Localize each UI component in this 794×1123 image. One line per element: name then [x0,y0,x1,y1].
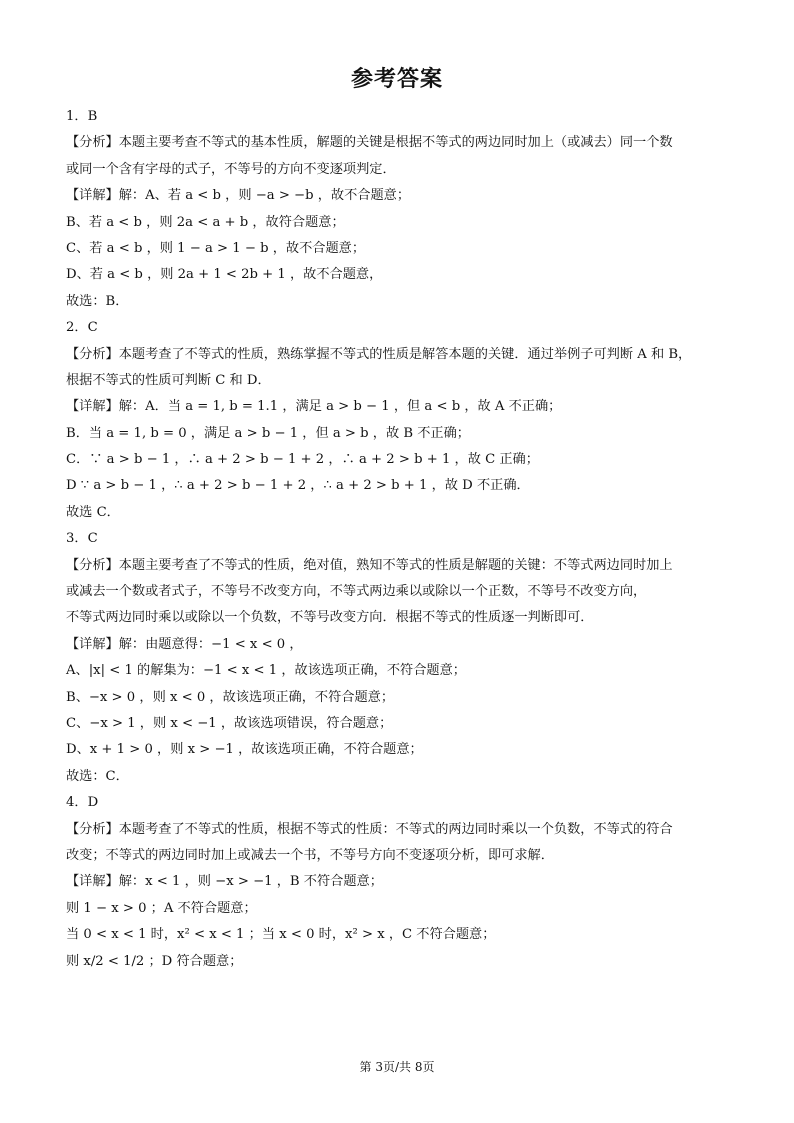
text-line: 【分析】本题主要考查不等式的基本性质，解题的关键是根据不等式的两边同时加上（或减去）同一个数 [66,135,673,151]
text-line: 【分析】本题考查了不等式的性质，根据不等式的性质：不等式的两边同时乘以一个负数，不等式的符合 [66,821,673,837]
text-line: 或减去一个数或者式子，不等号不改变方向，不等式两边乘以或除以一个正数，不等号不改变方向， [66,584,647,600]
text-line: 4．D [66,795,99,811]
text-line: 不等式两边同时乘以或除以一个负数，不等号改变方向．根据不等式的性质逐一判断即可． [66,610,594,626]
text-line: 【详解】解：由题意得：−1 < x < 0 ， [66,636,303,652]
text-line: 【详解】解：A、若 a < b ，则 −a > −b ，故不合题意； [66,188,411,204]
text-line: 故选：C． [66,768,129,784]
text-line: C．∵ a > b − 1 ，∴ a + 2 > b − 1 + 2 ，∴ a + 2 > b + 1 ，故 C 正确； [66,452,539,468]
text-line: B、−x > 0 ，则 x < 0 ，故该选项正确，不符合题意； [66,689,395,705]
text-line: 2．C [66,320,98,336]
text-line: 则 1 − x > 0 ；A 不符合题意； [66,900,257,916]
text-line: 当 0 < x < 1 时，x² < x < 1 ；当 x < 0 时，x² > x ，C 不符合题意； [66,927,496,943]
text-line: 改变；不等式的两边同时加上或减去一个书，不等号方向不变逐项分析，即可求解． [66,847,554,863]
text-line: B、若 a < b ，则 2a < a + b ，故符合题意； [66,214,345,230]
text-line: 故选 C． [66,504,120,520]
text-line: 【详解】解：x < 1 ，则 −x > −1 ，B 不符合题意； [66,874,383,890]
text-line: 根据不等式的性质可判断 C 和 D． [66,372,271,388]
text-line: 【详解】解：A．当 a = 1, b = 1.1 ，满足 a > b − 1 ，但 a < b ，故 A 不正确； [66,399,562,415]
text-line: D、若 a < b ，则 2a + 1 < 2b + 1 ，故不合题意， [66,267,383,283]
text-line: 3．C [66,531,98,547]
text-line: D、x + 1 > 0 ，则 x > −1 ，故该选项正确，不符合题意； [66,742,423,758]
text-line: B．当 a = 1, b = 0 ，满足 a > b − 1 ，但 a > b ，故 B 不正确； [66,425,470,441]
text-line: 【分析】本题考查了不等式的性质，熟练掌握不等式的性质是解答本题的关键．通过举例子可判断 A 和 B， [66,346,692,362]
answer-content [66,104,730,975]
text-line: C、若 a < b ，则 1 − a > 1 − b ，故不合题意； [66,240,366,256]
text-line: 或同一个含有字母的式子，不等号的方向不变逐项判定． [66,161,396,177]
text-line: A、|x| < 1 的解集为：−1 < x < 1 ，故该选项正确，不符合题意； [66,663,466,679]
text-line: D ∵ a > b − 1 ，∴ a + 2 > b − 1 + 2 ，∴ a + 2 > b + 1 ，故 D 不正确． [66,478,530,494]
text-line: 则 x/2 < 1/2 ；D 符合题意； [66,953,243,969]
text-line: 【分析】本题主要考查了不等式的性质，绝对值，熟知不等式的性质是解题的关键：不等式两边同时加上 [66,557,673,573]
text-line: 故选：B． [66,293,129,309]
page-title: 参考答案 [350,67,443,92]
page-footer: 第 3页/共 8页 [359,1060,435,1074]
text-line: 1．B [66,109,98,124]
text-line: C、−x > 1 ，则 x < −1 ，故该选项错误，符合题意； [66,715,393,731]
